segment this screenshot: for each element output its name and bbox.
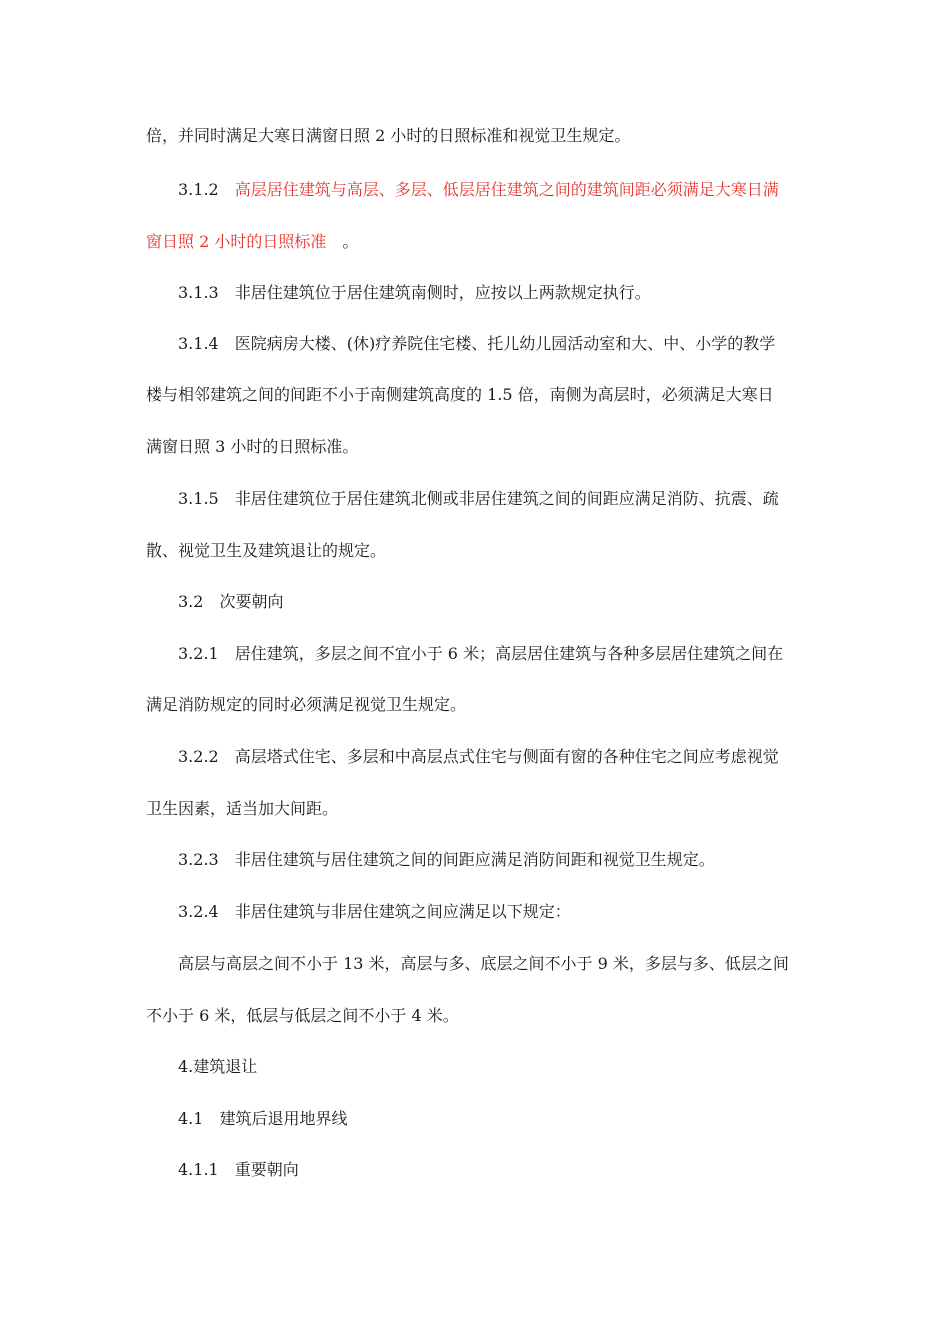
heading-text: 次要朝向	[219, 592, 284, 611]
text-line	[178, 954, 789, 974]
line-text: 满足消防规定的同时必须满足视觉卫生规定。	[146, 695, 467, 714]
highlighted-text: 窗日照 2 小时的日照标准	[146, 232, 327, 251]
section-number: 3.1.4	[178, 334, 219, 353]
line-text: 散、视觉卫生及建筑退让的规定。	[146, 541, 387, 560]
text-line	[146, 799, 338, 819]
section-number: 3.2.1	[178, 644, 219, 663]
line-text: 非居住建筑位于居住建筑北侧或非居住建筑之间的间距应满足消防、抗震、疏	[234, 489, 779, 508]
line-text: 倍，并同时满足大寒日满窗日照 2 小时的日照标准和视觉卫生规定。	[146, 126, 631, 145]
section-line	[178, 334, 775, 354]
section-number: 3.1.3	[178, 283, 219, 302]
line-text: 不小于 6 米，低层与低层之间不小于 4 米。	[146, 1006, 459, 1025]
section-number: 4.1.1	[178, 1160, 219, 1179]
section-heading	[178, 1109, 347, 1129]
section-number: 3.2	[178, 592, 204, 611]
line-text: 卫生因素，适当加大间距。	[146, 799, 339, 818]
section-number: 3.1.5	[178, 489, 219, 508]
line-text: 高层塔式住宅、多层和中高层点式住宅与侧面有窗的各种住宅之间应考虑视觉	[234, 747, 779, 766]
section-heading	[178, 1160, 299, 1180]
text-line	[146, 437, 358, 457]
heading-text: 重要朝向	[234, 1160, 299, 1179]
line-text: 非居住建筑与居住建筑之间的间距应满足消防间距和视觉卫生规定。	[234, 850, 715, 869]
text-line	[146, 541, 386, 561]
section-line	[178, 902, 571, 922]
section-number: 3.2.3	[178, 850, 219, 869]
line-text: 居住建筑，多层之间不宜小于 6 米；高层居住建筑与各种多层居住建筑之间在	[234, 644, 784, 663]
line-text: 非居住建筑与非居住建筑之间应满足以下规定：	[234, 902, 571, 921]
line-tail: 。	[342, 232, 359, 251]
line-text: 医院病房大楼、(休)疗养院住宅楼、托儿幼儿园活动室和大、中、小学的教学	[234, 334, 776, 353]
heading-text: 建筑后退用地界线	[219, 1109, 348, 1128]
line-text: 非居住建筑位于居住建筑南侧时，应按以上两款规定执行。	[234, 283, 651, 302]
chapter-heading	[178, 1057, 257, 1077]
text-line	[146, 385, 774, 405]
section-number: 3.1.2	[178, 180, 219, 199]
section-line	[178, 489, 779, 509]
text-line	[146, 126, 630, 146]
highlighted-text: 高层居住建筑与高层、多层、低层居住建筑之间的建筑间距必须满足大寒日满	[234, 180, 779, 199]
section-line	[178, 180, 779, 200]
section-line	[178, 747, 779, 767]
text-line	[146, 1006, 459, 1026]
section-number: 3.2.2	[178, 747, 219, 766]
section-line	[178, 283, 651, 303]
line-text: 满窗日照 3 小时的日照标准。	[146, 437, 359, 456]
line-text: 楼与相邻建筑之间的间距不小于南侧建筑高度的 1.5 倍，南侧为高层时，必须满足大寒日	[146, 385, 774, 404]
line-text: 高层与高层之间不小于 13 米，高层与多、底层之间不小于 9 米，多层与多、低层之间	[178, 954, 789, 973]
text-line	[146, 232, 358, 252]
section-heading	[178, 592, 283, 612]
section-number: 3.2.4	[178, 902, 219, 921]
section-number: 4.1	[178, 1109, 204, 1128]
section-line	[178, 644, 783, 664]
text-line	[146, 695, 466, 715]
heading-text: 4.建筑退让	[178, 1057, 258, 1076]
section-line	[178, 850, 715, 870]
